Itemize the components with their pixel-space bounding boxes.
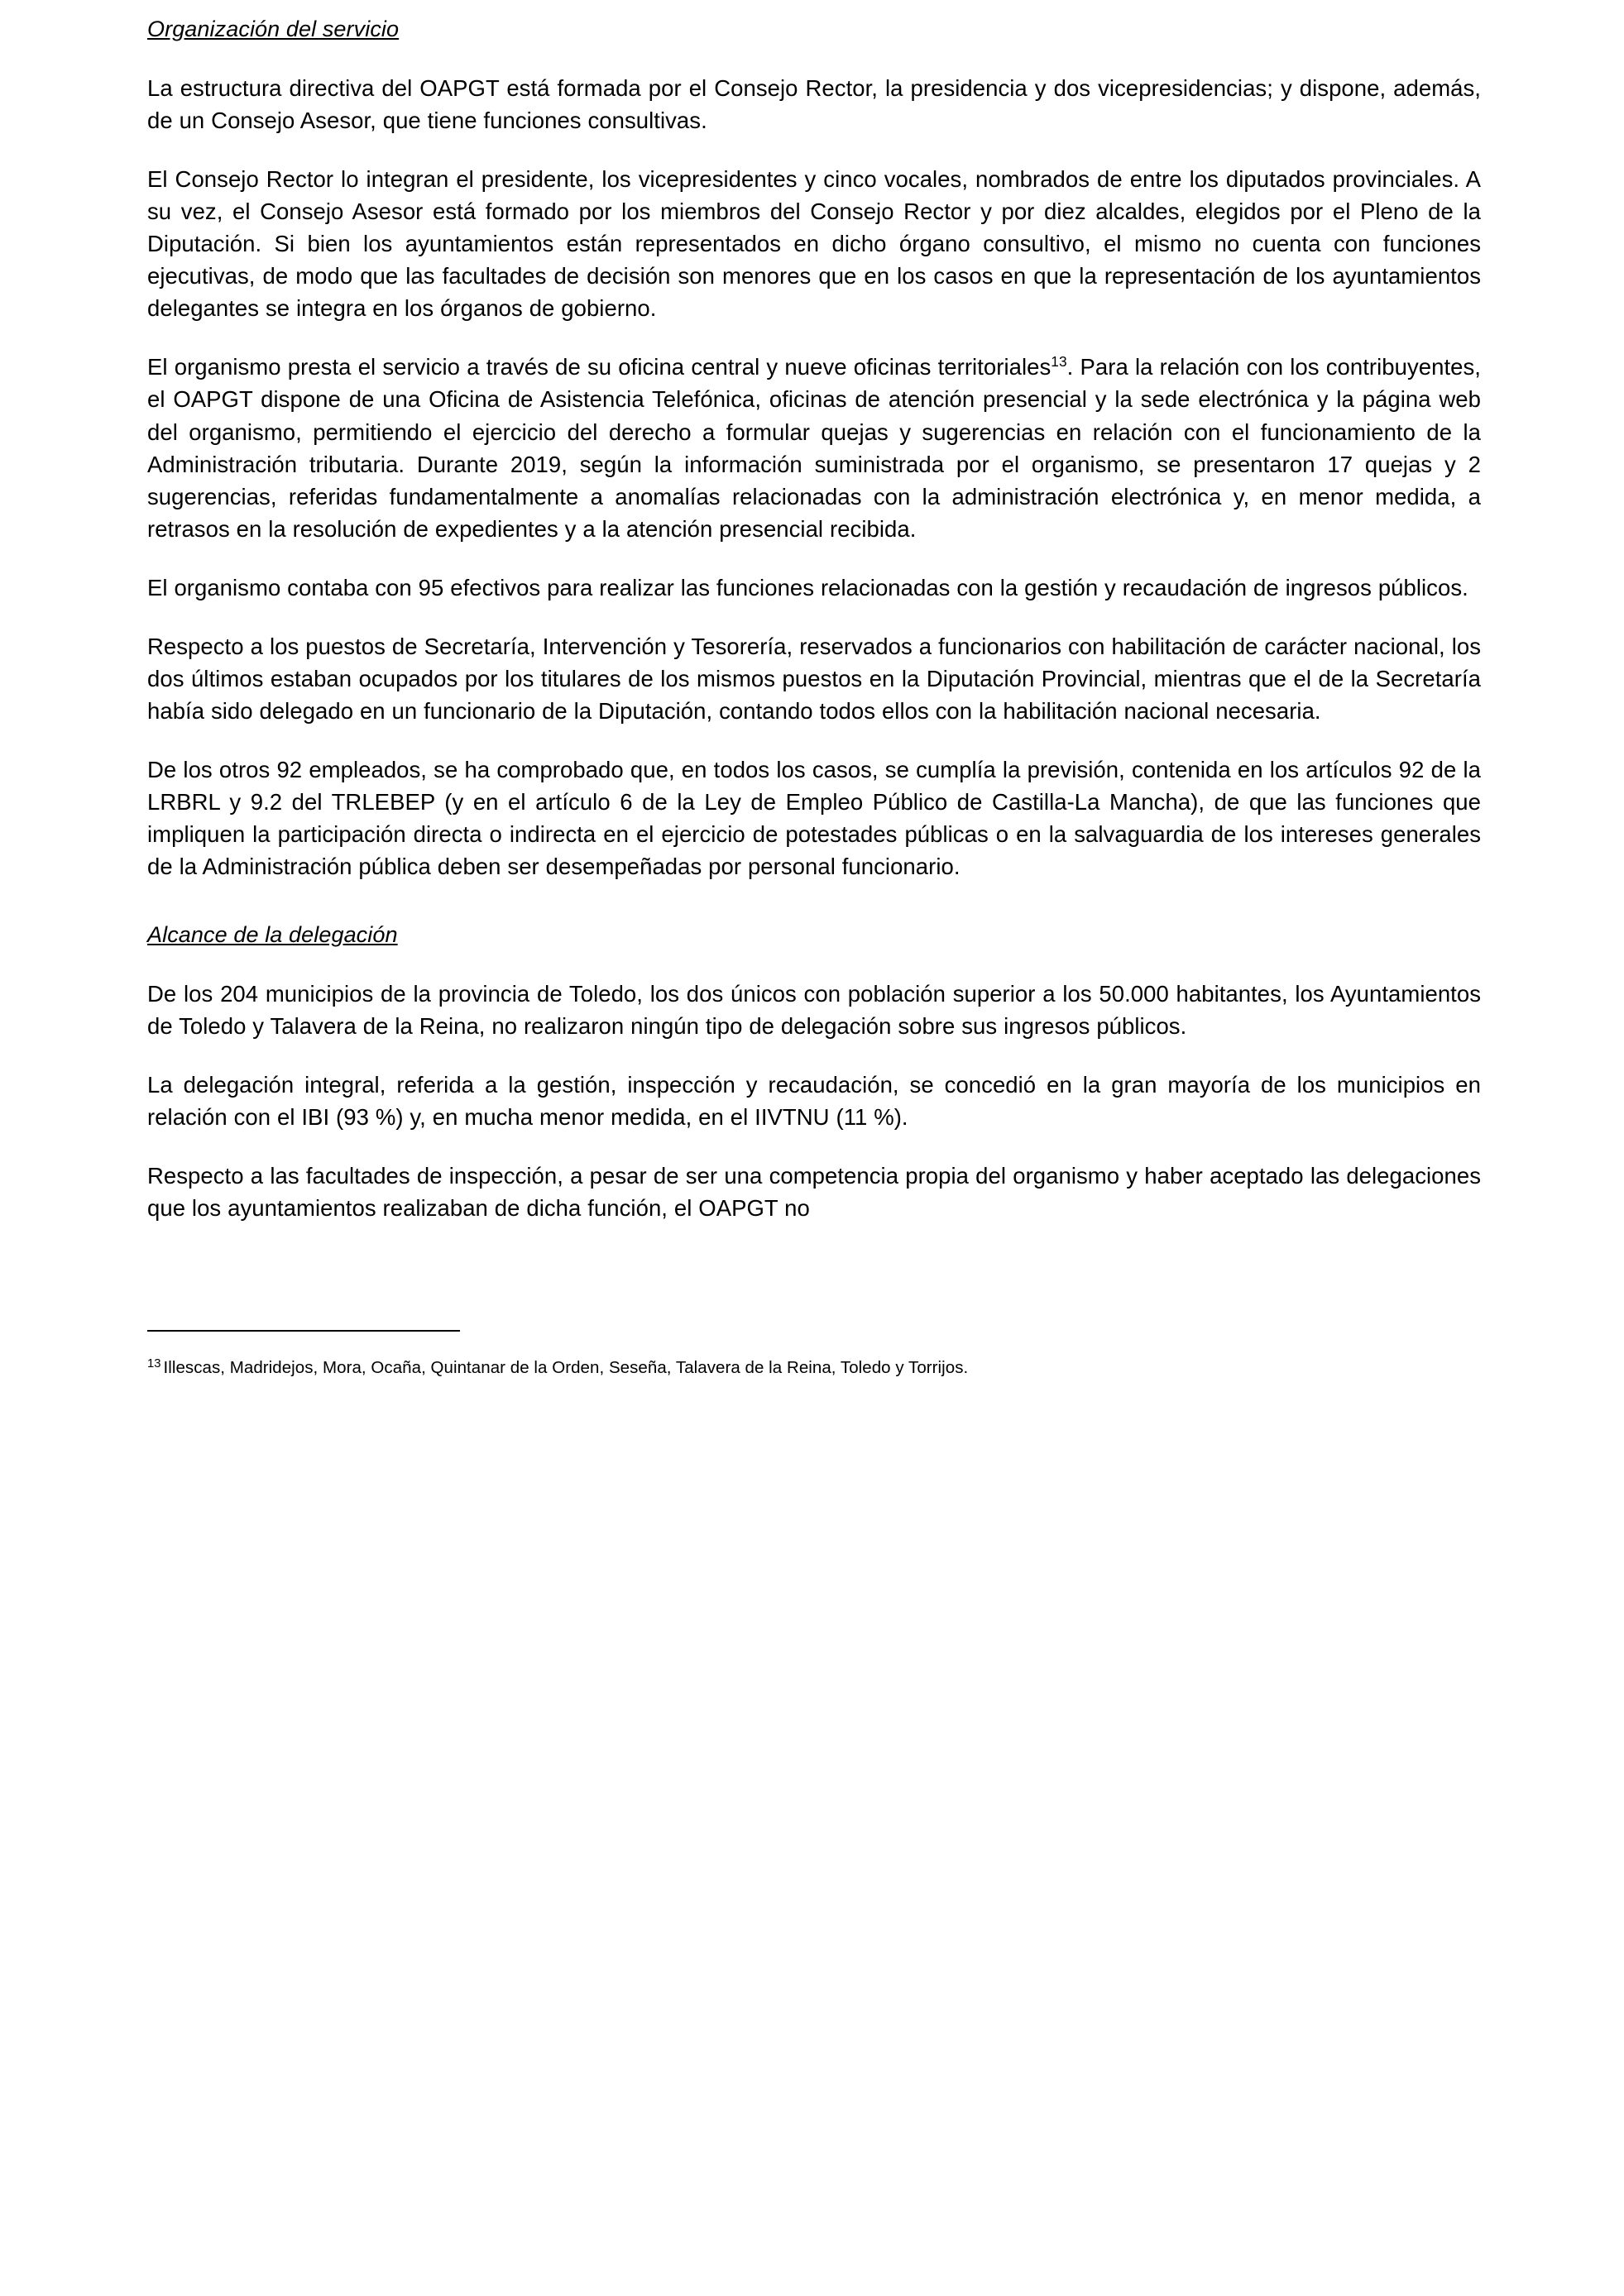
paragraph-otros-empleados: De los otros 92 empleados, se ha comprobado que, en todos los casos, se cumplía la previsión, contenida en los artículos 92 de la LRBRL y 9.2 del TRLEBEP (y en el artículo 6 de la Ley de Empleo Público de Castilla-La Mancha), de que las funciones que impliquen la participación directa o indirecta en el ejercicio de potestades públicas o en la salvaguardia de los intereses generales de la Administración pública deben ser desempeñadas por personal funcionario. <box>147 756 1481 880</box>
paragraph-delegacion-integral: La delegación integral, referida a la gestión, inspección y recaudación, se concedió en la gran mayoría de los municipios en relación con el IBI (93 %) y, en mucha menor medida, en el IIVTNU (11 %). <box>147 1072 1481 1131</box>
paragraph-oficinas-territoriales <box>147 351 1481 544</box>
paragraph-efectivos: El organismo contaba con 95 efectivos para realizar las funciones relacionadas con la gestión y recaudación de ingresos públicos. <box>147 574 1468 600</box>
footnote-number: 13 <box>147 1356 161 1370</box>
section-heading-alcance-de-la-delegacion: Alcance de la delegación <box>147 922 398 948</box>
paragraph-facultades-inspeccion: Respecto a las facultades de inspección, a pesar de ser una competencia propia del organismo y haber aceptado las delegaciones que los ayuntamientos realizaban de dicha función, el OAPGT no <box>147 1163 1481 1222</box>
footnote-reference-13[interactable]: 13 <box>1051 353 1067 371</box>
footnote-13 <box>147 1356 1481 1380</box>
paragraph-text-after-footnote: . Para la relación con los contribuyentes, el OAPGT dispone de una Oficina de Asistencia Telefónica, oficinas de atención presencial y la sede electrónica y la página web del organismo, permitiendo el ejercicio del derecho a formular quejas y sugerencias en relación con el funcionamiento de la Administración tributaria. Durante 2019, según la información suministrada por el organismo, se presentaron 17 quejas y 2 sugerencias, referidas fundamentalmente a anomalías relacionadas con la administración electrónica y, en menor medida, a retrasos en la resolución de expedientes y a la atención presencial recibida. <box>147 354 1481 542</box>
paragraph-puestos-secretaria: Respecto a los puestos de Secretaría, Intervención y Tesorería, reservados a funcionarios con habilitación de carácter nacional, los dos últimos estaban ocupados por los titulares de los mismos puestos en la Diputación Provincial, mientras que el de la Secretaría había sido delegado en un funcionario de la Diputación, contando todos ellos con la habilitación nacional necesaria. <box>147 633 1481 724</box>
section-heading-organizacion-del-servicio: Organización del servicio <box>147 17 400 41</box>
footnote-area <box>147 1330 1481 1380</box>
paragraph-estructura-directiva: La estructura directiva del OAPGT está formada por el Consejo Rector, la presidencia y dos vicepresidencias; y dispone, además, de un Consejo Asesor, que tiene funciones consultivas. <box>147 75 1481 134</box>
footnote-separator-rule <box>147 1330 460 1332</box>
paragraph-municipios-toledo: De los 204 municipios de la provincia de Toledo, los dos únicos con población superior a los 50.000 habitantes, los Ayuntamientos de Toledo y Talavera de la Reina, no realizaron ningún tipo de delegación sobre sus ingresos públicos. <box>147 981 1481 1040</box>
paragraph-consejo-rector: El Consejo Rector lo integran el presidente, los vicepresidentes y cinco vocales, nombrados de entre los diputados provinciales. A su vez, el Consejo Asesor está formado por los miembros del Consejo Rector y por diez alcaldes, elegidos por el Pleno de la Diputación. Si bien los ayuntamientos están representados en dicho órgano consultivo, el mismo no cuenta con funciones ejecutivas, de modo que las facultades de decisión son menores que en los casos en que la representación de los ayuntamientos delegantes se integra en los órganos de gobierno. <box>147 166 1481 322</box>
footnote-text: Illescas, Madridejos, Mora, Ocaña, Quintanar de la Orden, Seseña, Talavera de la Reina, Toledo y Torrijos. <box>163 1358 969 1378</box>
document-body <box>147 15 1481 1380</box>
paragraph-text-before-footnote: El organismo presta el servicio a través de su oficina central y nueve oficinas territoriales <box>147 354 1052 380</box>
